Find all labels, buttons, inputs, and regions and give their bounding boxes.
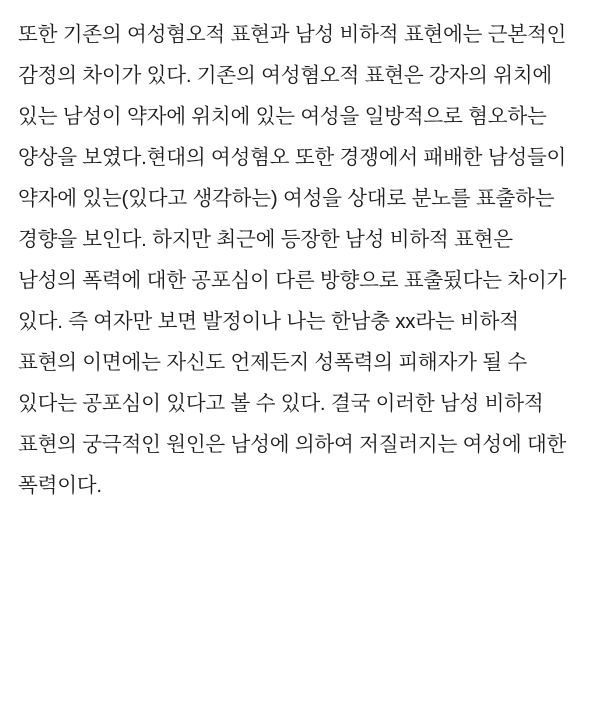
body-paragraph: 또한 기존의 여성혐오적 표현과 남성 비하적 표현에는 근본적인 감정의 차이가 있다. 기존의 여성혐오적 표현은 강자의 위치에 있는 남성이 약자에 위치에 있는 여성을 일방적으로 혐오하는 양상을 보였다.현대의 여성혐오 또한 경쟁에서 패배한 남성들이 약자에 있는(있다고 생각하는) 여성을 상대로 분노를 표출하는 경향을 보인다. 하지만 최근에 등장한 남성 비하적 표현은 남성의 폭력에 대한 공포심이 다른 방향으로 표출됬다는 차이가 있다. 즉 여자만 보면 발정이나 나는 한남충 xx라는 비하적 표현의 이면에는 자신도 언제든지 성폭력의 피해자가 될 수 있다는 공포심이 있다고 볼 수 있다. 결국 이러한 남성 비하적 표현의 궁극적인 원인은 남성에 의하여 저질러지는 여성에 대한 폭력이다. — [18, 23, 572, 497]
